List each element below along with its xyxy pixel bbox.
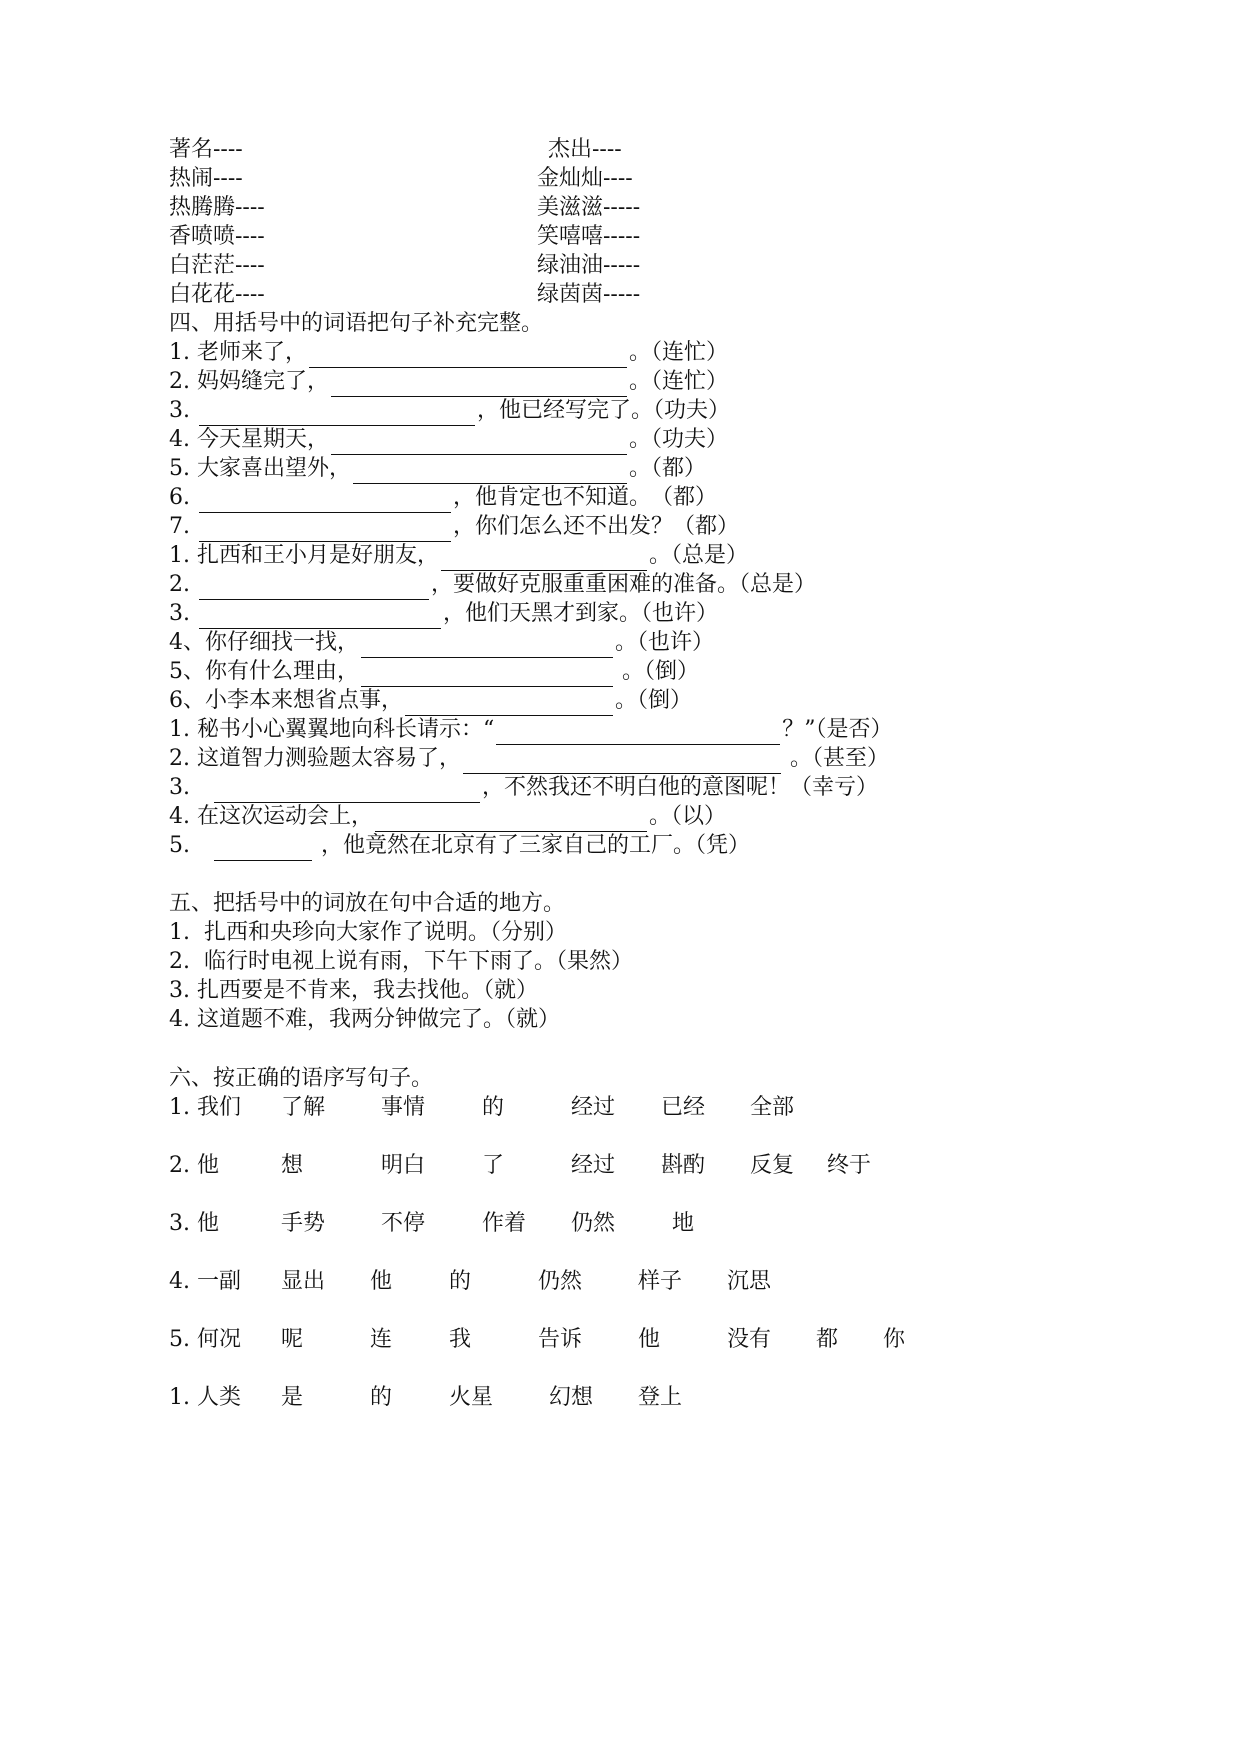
exercise-item: 4. 这道题不难，我两分钟做完了。（就）	[169, 1007, 560, 1032]
sentence-prefix: 4. 在这次运动会上，	[169, 804, 373, 829]
answer-blank[interactable]	[331, 372, 627, 397]
section-heading: 五、把括号中的词放在句中合适的地方。	[169, 891, 566, 916]
word-token: 作着	[482, 1211, 527, 1236]
fill-sentence	[169, 541, 748, 571]
word-token: 4. 一副	[169, 1269, 241, 1294]
exercise-item: 3. 扎西要是不肯来，我去找他。（就）	[169, 978, 538, 1003]
answer-blank[interactable]	[199, 517, 451, 542]
word-token: 地	[672, 1211, 695, 1236]
word-token: 沉思	[727, 1269, 772, 1294]
word-token: 反复	[750, 1153, 795, 1178]
fill-sentence	[169, 570, 816, 600]
sentence-prefix: 2. 妈妈缝完了，	[169, 369, 329, 394]
fill-sentence	[169, 454, 706, 484]
word-token: 3. 他	[169, 1211, 219, 1236]
answer-blank[interactable]	[463, 749, 781, 774]
answer-blank[interactable]	[214, 836, 312, 861]
fill-sentence	[169, 425, 728, 455]
sentence-prefix: 1. 扎西和王小月是好朋友，	[169, 543, 439, 568]
sentence-prefix: 6.	[169, 485, 197, 510]
answer-blank[interactable]	[496, 720, 780, 745]
word-token: 是	[281, 1385, 304, 1410]
pair-left: 白茫茫----	[169, 253, 265, 278]
answer-blank[interactable]	[405, 691, 613, 716]
fill-sentence	[169, 744, 889, 774]
word-token: 的	[370, 1385, 393, 1410]
sentence-suffix: 。（功夫）	[628, 427, 728, 452]
sentence-suffix: 。（以）	[648, 804, 726, 829]
pair-right: 美滋滋-----	[537, 195, 641, 220]
sentence-prefix: 2. 这道智力测验题太容易了，	[169, 746, 461, 771]
word-token: 告诉	[538, 1327, 583, 1352]
word-token: 连	[370, 1327, 393, 1352]
word-token: 样子	[638, 1269, 683, 1294]
word-token: 的	[449, 1269, 472, 1294]
sentence-suffix: ，他们天黑才到家。（也许）	[442, 601, 718, 626]
pair-right: 绿油油-----	[537, 253, 641, 278]
sentence-suffix: ，不然我还不明白他的意图呢！（幸亏）	[482, 775, 879, 800]
word-token: 的	[482, 1095, 505, 1120]
word-token: 5. 何况	[169, 1327, 241, 1352]
word-token: 全部	[750, 1095, 795, 1120]
sentence-suffix: 。（连忙）	[628, 340, 728, 365]
sentence-prefix: 1. 老师来了，	[169, 340, 307, 365]
word-token: 经过	[571, 1095, 616, 1120]
answer-blank[interactable]	[199, 604, 441, 629]
word-token: 了	[482, 1153, 505, 1178]
word-order-row	[0, 1151, 1241, 1181]
answer-blank[interactable]	[361, 633, 613, 658]
fill-sentence	[169, 338, 728, 368]
word-token: 他	[638, 1327, 661, 1352]
answer-blank[interactable]	[199, 401, 475, 426]
word-token: 呢	[281, 1327, 304, 1352]
pair-left: 热闹----	[169, 166, 243, 191]
sentence-prefix: 7.	[169, 514, 197, 539]
sentence-prefix: 5、你有什么理由，	[169, 659, 359, 684]
word-token: 终于	[827, 1153, 872, 1178]
fill-sentence	[169, 686, 692, 716]
sentence-prefix: 1. 秘书小心翼翼地向科长请示：“	[169, 717, 495, 742]
sentence-suffix: 。（也许）	[615, 630, 715, 655]
word-token: 仍然	[571, 1211, 616, 1236]
answer-blank[interactable]	[199, 488, 451, 513]
word-token: 都	[816, 1327, 839, 1352]
pair-left: 香喷喷----	[169, 224, 265, 249]
word-token: 想	[281, 1153, 304, 1178]
pair-left: 白花花----	[169, 282, 265, 307]
word-token: 手势	[281, 1211, 326, 1236]
word-token: 不停	[381, 1211, 426, 1236]
word-order-row	[0, 1325, 1241, 1355]
answer-blank[interactable]	[331, 430, 627, 455]
word-token: 火星	[449, 1385, 494, 1410]
word-token: 1. 人类	[169, 1385, 241, 1410]
fill-sentence	[169, 483, 717, 513]
word-token: 已经	[661, 1095, 706, 1120]
word-order-row	[0, 1383, 1241, 1413]
word-token: 斟酌	[661, 1153, 706, 1178]
word-token: 1. 我们	[169, 1095, 241, 1120]
answer-blank[interactable]	[441, 546, 647, 571]
sentence-prefix: 3.	[169, 775, 212, 800]
fill-sentence	[169, 599, 718, 629]
sentence-suffix: 。（倒）	[615, 688, 693, 713]
word-token: 事情	[381, 1095, 426, 1120]
pair-right: 金灿灿----	[537, 166, 633, 191]
sentence-prefix: 3.	[169, 398, 197, 423]
answer-blank[interactable]	[353, 459, 627, 484]
sentence-prefix: 3.	[169, 601, 197, 626]
fill-sentence	[169, 628, 714, 658]
sentence-suffix: 。（连忙）	[628, 369, 728, 394]
word-token: 2. 他	[169, 1153, 219, 1178]
sentence-prefix: 4、你仔细找一找，	[169, 630, 359, 655]
answer-blank[interactable]	[214, 778, 480, 803]
word-order-row	[0, 1093, 1241, 1123]
pair-left: 著名----	[169, 137, 243, 162]
sentence-prefix: 4. 今天星期天，	[169, 427, 329, 452]
sentence-suffix: ，要做好克服重重困难的准备。（总是）	[430, 572, 816, 597]
fill-sentence	[169, 657, 699, 687]
word-token: 我	[449, 1327, 472, 1352]
word-token: 显出	[281, 1269, 326, 1294]
sentence-suffix: ？”（是否）	[782, 717, 893, 742]
word-order-row	[0, 1267, 1241, 1297]
word-token: 你	[883, 1327, 906, 1352]
pair-right: 笑嘻嘻-----	[537, 224, 641, 249]
answer-blank[interactable]	[361, 662, 613, 687]
word-token: 仍然	[538, 1269, 583, 1294]
fill-sentence	[169, 367, 728, 397]
word-token: 了解	[281, 1095, 326, 1120]
sentence-prefix: 2.	[169, 572, 197, 597]
sentence-suffix: 。（总是）	[648, 543, 748, 568]
section-heading: 六、按正确的语序写句子。	[169, 1066, 434, 1091]
fill-sentence	[169, 512, 739, 542]
pair-right: 杰出----	[548, 137, 622, 162]
fill-sentence	[169, 773, 878, 803]
word-token: 登上	[638, 1385, 683, 1410]
answer-blank[interactable]	[199, 575, 429, 600]
sentence-prefix: 5. 大家喜出望外，	[169, 456, 351, 481]
sentence-prefix: 6、小李本来想省点事，	[169, 688, 403, 713]
word-token: 幻想	[549, 1385, 594, 1410]
sentence-suffix: 。（甚至）	[782, 746, 889, 771]
sentence-suffix: ，他已经写完了。（功夫）	[476, 398, 730, 423]
word-order-row	[0, 1209, 1241, 1239]
exercise-item: 1. 扎西和央珍向大家作了说明。（分别）	[169, 920, 567, 945]
sentence-suffix: ，他肯定也不知道。 （都）	[452, 485, 717, 510]
answer-blank[interactable]	[309, 343, 627, 368]
word-token: 他	[370, 1269, 393, 1294]
fill-sentence	[169, 802, 726, 832]
exercise-item: 2. 临行时电视上说有雨，下午下雨了。（果然）	[169, 949, 633, 974]
fill-sentence	[169, 396, 730, 426]
sentence-suffix: ，你们怎么还不出发？（都）	[452, 514, 739, 539]
sentence-suffix: 。（倒）	[615, 659, 699, 684]
answer-blank[interactable]	[375, 807, 647, 832]
sentence-suffix: ，他竟然在北京有了三家自己的工厂。（凭）	[314, 833, 750, 858]
pair-left: 热腾腾----	[169, 195, 265, 220]
word-token: 经过	[571, 1153, 616, 1178]
fill-sentence	[169, 715, 892, 745]
section-heading: 四、用括号中的词语把句子补充完整。	[169, 311, 544, 336]
fill-sentence	[169, 831, 750, 861]
word-token: 明白	[381, 1153, 426, 1178]
sentence-prefix: 5.	[169, 833, 212, 858]
pair-right: 绿茵茵-----	[537, 282, 641, 307]
sentence-suffix: 。（都）	[628, 456, 706, 481]
word-token: 没有	[727, 1327, 772, 1352]
